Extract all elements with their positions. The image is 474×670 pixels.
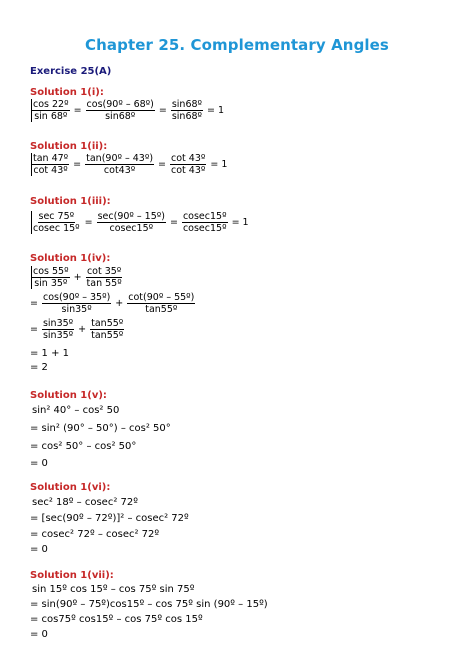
solution-vii-line-3: = cos75º cos15º – cos 75º cos 15º (30, 614, 203, 625)
fraction: $\frac{\text{cot(90º – 55º)}}{\text{tan55º}}$ (128, 292, 195, 315)
solution-vi-line-2: = [sec(90º – 72º)]² – cosec² 72º (30, 513, 189, 524)
solution-heading-v: Solution 1(v): (30, 390, 107, 401)
exercise-heading: Exercise 25(A) (30, 66, 112, 77)
solution-vi-line-1: sec² 18º – cosec² 72º (32, 497, 138, 508)
fraction: $\frac{\text{tan55º}}{\text{tan55º}}$ (91, 318, 124, 341)
solution-vii-line-2: = sin(90º – 75º)cos15º – cos 75º sin (90º – 15º) (30, 599, 268, 610)
solution-iv-line-3: = $\frac{\text{sin35º}}{\text{sin35º}}$ + $\frac{\text{tan55º}}{\text{tan55º}}$ (30, 318, 124, 341)
page-title: Chapter 25. Complementary Angles (85, 36, 389, 54)
solution-iii-equation: $\frac{\text{sec 75º}}{\text{cosec 15º}}$ = $\frac{\text{sec(90º – 15º)}}{\text{cosec15º}}$ = $\frac{\text{cosec15º}}{\text{cosec15º}}$ = 1 (33, 211, 249, 234)
fraction: $\frac{\text{tan 47º}}{\text{cot 43º}}$ (33, 153, 69, 176)
solution-heading-iii: Solution 1(iii): (30, 196, 111, 207)
solution-vii-line-4: = 0 (30, 629, 48, 640)
solution-v-line-4: = 0 (30, 458, 48, 469)
fraction: $\frac{\text{cos(90º – 35º)}}{\text{sin35º}}$ (42, 292, 111, 315)
solution-i-equation: $\frac{\text{cos 22º}}{\text{sin 68º}}$ = $\frac{\text{cos(90º – 68º)}}{\text{sin68º}}$ = $\frac{\text{sin68º}}{\text{sin68º}}$ = 1 (33, 99, 225, 122)
fraction: $\frac{\text{cot 43º}}{\text{cot 43º}}$ (171, 153, 206, 176)
solution-v-line-1: sin² 40° – cos² 50 (32, 405, 120, 416)
solution-iv-line-5: = 2 (30, 362, 48, 373)
fraction: $\frac{\text{sin68º}}{\text{sin68º}}$ (171, 99, 203, 122)
solution-vi-line-4: = 0 (30, 544, 48, 555)
solution-heading-iv: Solution 1(iv): (30, 253, 111, 264)
solution-iv-line-1: $\frac{\text{cos 55º}}{\text{sin 35º}}$ + $\frac{\text{cot 35º}}{\text{tan 55º}}$ (33, 266, 122, 289)
solution-heading-ii: Solution 1(ii): (30, 141, 108, 152)
fraction: $\frac{\text{tan(90º – 43º)}}{\text{cot43º}}$ (86, 153, 154, 176)
fraction: $\frac{\text{sin35º}}{\text{sin35º}}$ (42, 318, 74, 341)
solution-heading-vi: Solution 1(vi): (30, 482, 111, 493)
solution-ii-equation: $\frac{\text{tan 47º}}{\text{cot 43º}}$ = $\frac{\text{tan(90º – 43º)}}{\text{cot43º}}$ = $\frac{\text{cot 43º}}{\text{cot 43º}}$ = 1 (33, 153, 228, 176)
solution-vii-line-1: sin 15º cos 15º – cos 75º sin 75º (32, 584, 195, 595)
fraction: $\frac{\text{sec(90º – 15º)}}{\text{cosec15º}}$ (97, 211, 165, 234)
fraction: $\frac{\text{cos(90º – 68º)}}{\text{sin68º}}$ (86, 99, 154, 122)
solution-v-line-2: = sin² (90° – 50°) – cos² 50° (30, 423, 171, 434)
solution-vi-line-3: = cosec² 72º – cosec² 72º (30, 529, 160, 540)
solution-iv-line-2: = $\frac{\text{cos(90º – 35º)}}{\text{sin35º}}$ + $\frac{\text{cot(90º – 55º)}}{\text{tan55º}}$ (30, 292, 195, 315)
fraction: $\frac{\text{sec 75º}}{\text{cosec 15º}}$ (33, 211, 80, 234)
solution-heading-i: Solution 1(i): (30, 87, 104, 98)
solution-heading-vii: Solution 1(vii): (30, 570, 114, 581)
solution-v-line-3: = cos² 50° – cos² 50° (30, 441, 137, 452)
fraction: $\frac{\text{cot 35º}}{\text{tan 55º}}$ (86, 266, 122, 289)
solution-iv-line-4: = 1 + 1 (30, 348, 70, 359)
fraction: $\frac{\text{cosec15º}}{\text{cosec15º}}$ (182, 211, 227, 234)
fraction: $\frac{\text{cos 55º}}{\text{sin 35º}}$ (33, 266, 69, 289)
fraction: $\frac{\text{cos 22º}}{\text{sin 68º}}$ (33, 99, 69, 122)
